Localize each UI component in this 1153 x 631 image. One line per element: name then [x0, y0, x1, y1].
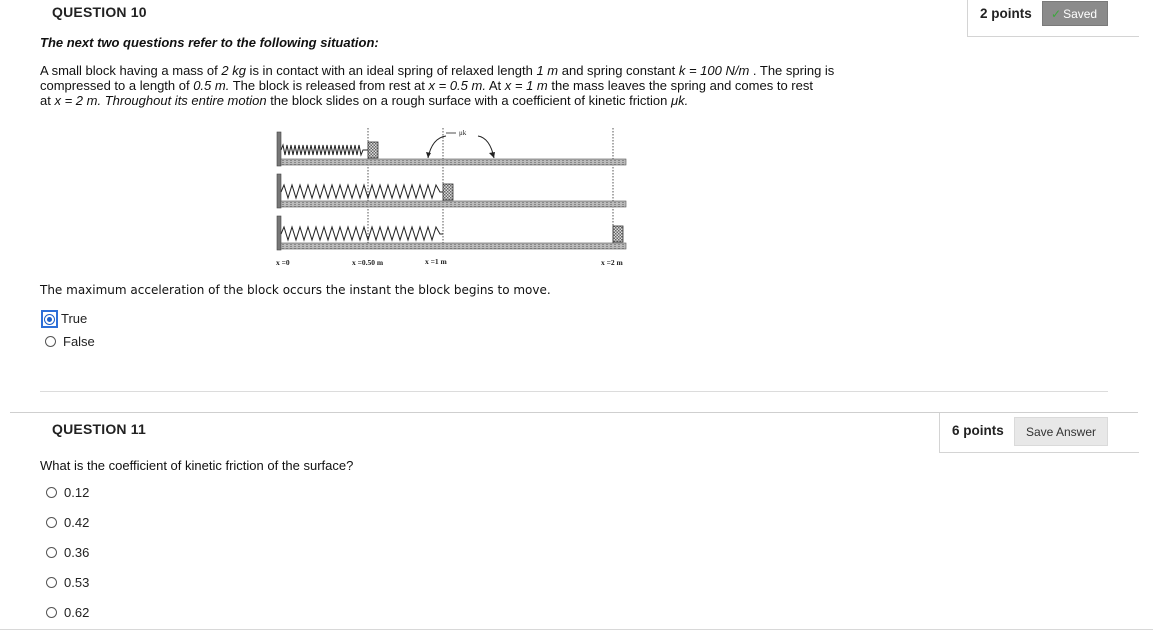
option-0-42-label: 0.42	[64, 515, 90, 530]
option-0-36[interactable]	[46, 544, 89, 562]
radio-false[interactable]	[45, 336, 56, 347]
divider-inner	[40, 391, 1108, 392]
option-0-62-label: 0.62	[64, 605, 90, 620]
question-10-points-box	[967, 0, 1139, 37]
question-10-title: QUESTION 10	[52, 4, 147, 20]
spring-block-figure	[270, 122, 640, 272]
x-label-0-50: x =0.50 m	[352, 258, 384, 267]
question-10-points: 2 points	[980, 6, 1032, 21]
option-0-36-label: 0.36	[64, 545, 90, 560]
x-label-1: x =1 m	[425, 257, 447, 266]
radio-0-53[interactable]	[46, 577, 57, 588]
checkmark-icon: ✓	[1051, 7, 1062, 21]
radio-0-12[interactable]	[46, 487, 57, 498]
radio-0-36[interactable]	[46, 547, 57, 558]
situation-line-2: compressed to a length of 0.5 m. The block is released from rest at x = 0.5 m. At x = 1 m the mass leaves the spring and comes to rest	[40, 78, 813, 93]
option-0-53[interactable]	[46, 574, 89, 592]
radio-0-62[interactable]	[46, 607, 57, 618]
question-11-points-box	[939, 413, 1139, 453]
question-11-points: 6 points	[952, 423, 1004, 438]
question-11-text: What is the coefficient of kinetic friction of the surface?	[40, 458, 354, 473]
x-label-0: x =0	[276, 258, 290, 267]
mu-k-label: μk	[459, 129, 467, 137]
radio-true[interactable]	[44, 314, 55, 325]
question-11-title: QUESTION 11	[52, 421, 147, 437]
x-label-2: x =2 m	[601, 258, 623, 267]
bottom-edge	[0, 629, 1153, 630]
option-true[interactable]	[41, 310, 87, 328]
question-10-statement: The maximum acceleration of the block occurs the instant the block begins to move.	[40, 283, 551, 297]
option-true-label: True	[61, 311, 88, 326]
situation-line-3: at x = 2 m. Throughout its entire motion the block slides on a rough surface with a coefficient of kinetic friction μk.	[40, 93, 689, 108]
option-0-42[interactable]	[46, 514, 89, 532]
option-0-62[interactable]	[46, 604, 89, 622]
option-0-53-label: 0.53	[64, 575, 90, 590]
option-0-12[interactable]	[46, 484, 89, 502]
situation-intro: The next two questions refer to the following situation:	[40, 35, 379, 50]
situation-line-1: A small block having a mass of 2 kg is in contact with an ideal spring of relaxed length 1 m and spring constant k = 100 N/m . The spring is	[40, 63, 835, 78]
option-0-12-label: 0.12	[64, 485, 90, 500]
situation-text	[40, 63, 920, 108]
radio-0-42[interactable]	[46, 517, 57, 528]
selected-indicator	[41, 310, 58, 328]
saved-button[interactable]	[1042, 1, 1108, 26]
saved-label: Saved	[1063, 7, 1098, 21]
option-false[interactable]	[45, 333, 95, 351]
option-false-label: False	[63, 334, 95, 349]
save-answer-button[interactable]: Save Answer	[1014, 417, 1108, 446]
